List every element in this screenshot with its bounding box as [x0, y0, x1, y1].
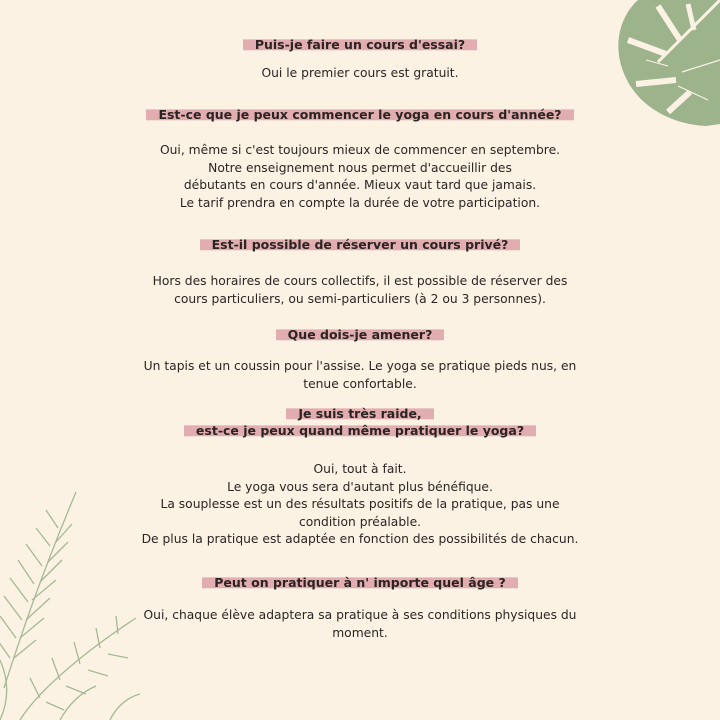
faq-question-5: Je suis très raide, est-ce je peux quand même pratiquer le yoga? [0, 405, 720, 439]
faq-answer-2: Oui, même si c'est toujours mieux de commencer en septembre. Notre enseignement nous permet d'accueillir des débutants en cours d'année. Mieux vaut tard que jamais. Le tarif prendra en compte la durée de votre participation. [159, 143, 561, 210]
faq-question-2: Est-ce que je peux commencer le yoga en cours d'année? [0, 106, 720, 123]
faq-answer-5: Oui, tout à fait. Le yoga vous sera d'autant plus bénéfique. La souplesse est un des résultats positifs de la pratique, pas une condition préalable. De plus la pratique est adaptée en fonction des possibilités de chacun. [141, 462, 579, 547]
faq-question-1: Puis-je faire un cours d'essai? [0, 36, 720, 53]
faq-answer-3: Hors des horaires de cours collectifs, il est possible de réserver des cours particuliers, ou semi-particuliers (à 2 ou 3 personnes). [152, 274, 568, 306]
faq-answer-6: Oui, chaque élève adaptera sa pratique à ses conditions physiques du moment. [143, 608, 577, 640]
faq-question-4: Que dois-je amener? [0, 326, 720, 343]
faq-question-3: Est-il possible de réserver un cours privé? [0, 236, 720, 253]
faq-answer-1: Oui le premier cours est gratuit. [261, 66, 459, 80]
faq-answer-4: Un tapis et un coussin pour l'assise. Le yoga se pratique pieds nus, en tenue confortable. [143, 359, 577, 391]
faq-question-6: Peut on pratiquer à n' importe quel âge ? [0, 574, 720, 591]
